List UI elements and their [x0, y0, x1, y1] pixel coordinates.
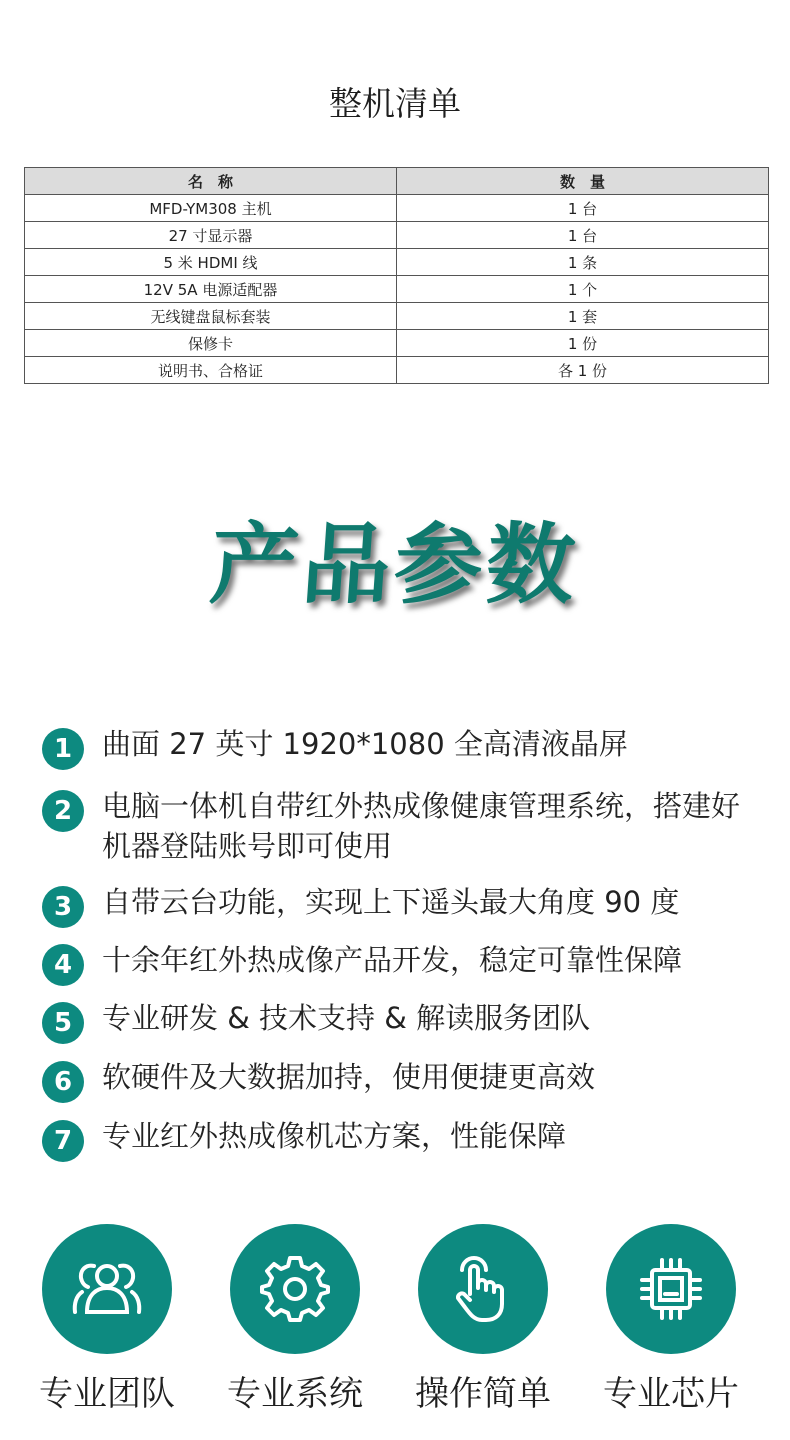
- badge-professional-team: [39, 1224, 175, 1414]
- badge-easy-operation: [415, 1224, 551, 1414]
- gear-icon: [260, 1254, 330, 1324]
- number-badge: 3: [42, 886, 84, 928]
- product-params-heading: [0, 495, 790, 621]
- item-name: 12V 5A 电源适配器: [25, 276, 397, 303]
- feature-item: [42, 1116, 762, 1162]
- feature-item: [42, 940, 762, 986]
- feature-text: 专业红外热成像机芯方案，性能保障: [102, 1119, 567, 1153]
- table-row: [25, 249, 769, 276]
- feature-text: 自带云台功能，实现上下遥头最大角度 90 度: [102, 885, 680, 919]
- table-row: [25, 357, 769, 384]
- number-badge: 5: [42, 1002, 84, 1044]
- feature-text: 十余年红外热成像产品开发，稳定可靠性保障: [102, 943, 683, 977]
- item-name: 5 米 HDMI 线: [25, 249, 397, 276]
- tap-hand-icon: [448, 1254, 518, 1324]
- item-quantity: 1 个: [397, 276, 769, 303]
- item-name: MFD-YM308 主机: [25, 195, 397, 222]
- item-name: 27 寸显示器: [25, 222, 397, 249]
- badge-circle: [42, 1224, 172, 1354]
- feature-text: 软硬件及大数据加持，使用便捷更高效: [102, 1060, 596, 1094]
- item-name: 无线键盘鼠标套装: [25, 303, 397, 330]
- header-quantity: 数 量: [397, 168, 769, 195]
- number-badge: 6: [42, 1061, 84, 1103]
- badge-label: 专业团队: [39, 1374, 175, 1414]
- badge-professional-chip: [603, 1224, 739, 1414]
- item-name: 保修卡: [25, 330, 397, 357]
- table-header-row: [25, 168, 769, 195]
- feature-item: [42, 724, 762, 770]
- number-badge: 4: [42, 944, 84, 986]
- item-quantity: 1 套: [397, 303, 769, 330]
- feature-text: 曲面 27 英寸 1920*1080 全高清液晶屏: [102, 727, 628, 761]
- item-quantity: 1 份: [397, 330, 769, 357]
- feature-item: [42, 1057, 762, 1103]
- feature-text: 电脑一体机自带红外热成像健康管理系统，搭建好机器登陆账号即可使用: [102, 789, 741, 863]
- item-quantity: 1 台: [397, 195, 769, 222]
- table-row: [25, 276, 769, 303]
- product-params-title: 产品参数: [206, 513, 583, 616]
- package-list-table: [24, 167, 769, 384]
- feature-item: [42, 998, 762, 1044]
- number-badge: 7: [42, 1120, 84, 1162]
- feature-item: [42, 786, 762, 866]
- table-row: [25, 222, 769, 249]
- team-icon: [72, 1254, 142, 1324]
- feature-item: [42, 882, 762, 928]
- badge-circle: [606, 1224, 736, 1354]
- badge-label: 专业芯片: [603, 1374, 739, 1414]
- badge-label: 操作简单: [415, 1374, 551, 1414]
- chip-icon: [636, 1254, 706, 1324]
- item-name: 说明书、合格证: [25, 357, 397, 384]
- feature-text: 专业研发 & 技术支持 & 解读服务团队: [102, 1001, 591, 1035]
- number-badge: 2: [42, 790, 84, 832]
- item-quantity: 1 台: [397, 222, 769, 249]
- badge-professional-system: [227, 1224, 363, 1414]
- table-row: [25, 303, 769, 330]
- table-row: [25, 195, 769, 222]
- package-list-title: 整机清单: [329, 84, 461, 123]
- item-quantity: 各 1 份: [397, 357, 769, 384]
- badge-label: 专业系统: [227, 1374, 363, 1414]
- number-badge: 1: [42, 728, 84, 770]
- header-name: 名 称: [25, 168, 397, 195]
- table-row: [25, 330, 769, 357]
- item-quantity: 1 条: [397, 249, 769, 276]
- badge-circle: [230, 1224, 360, 1354]
- badge-circle: [418, 1224, 548, 1354]
